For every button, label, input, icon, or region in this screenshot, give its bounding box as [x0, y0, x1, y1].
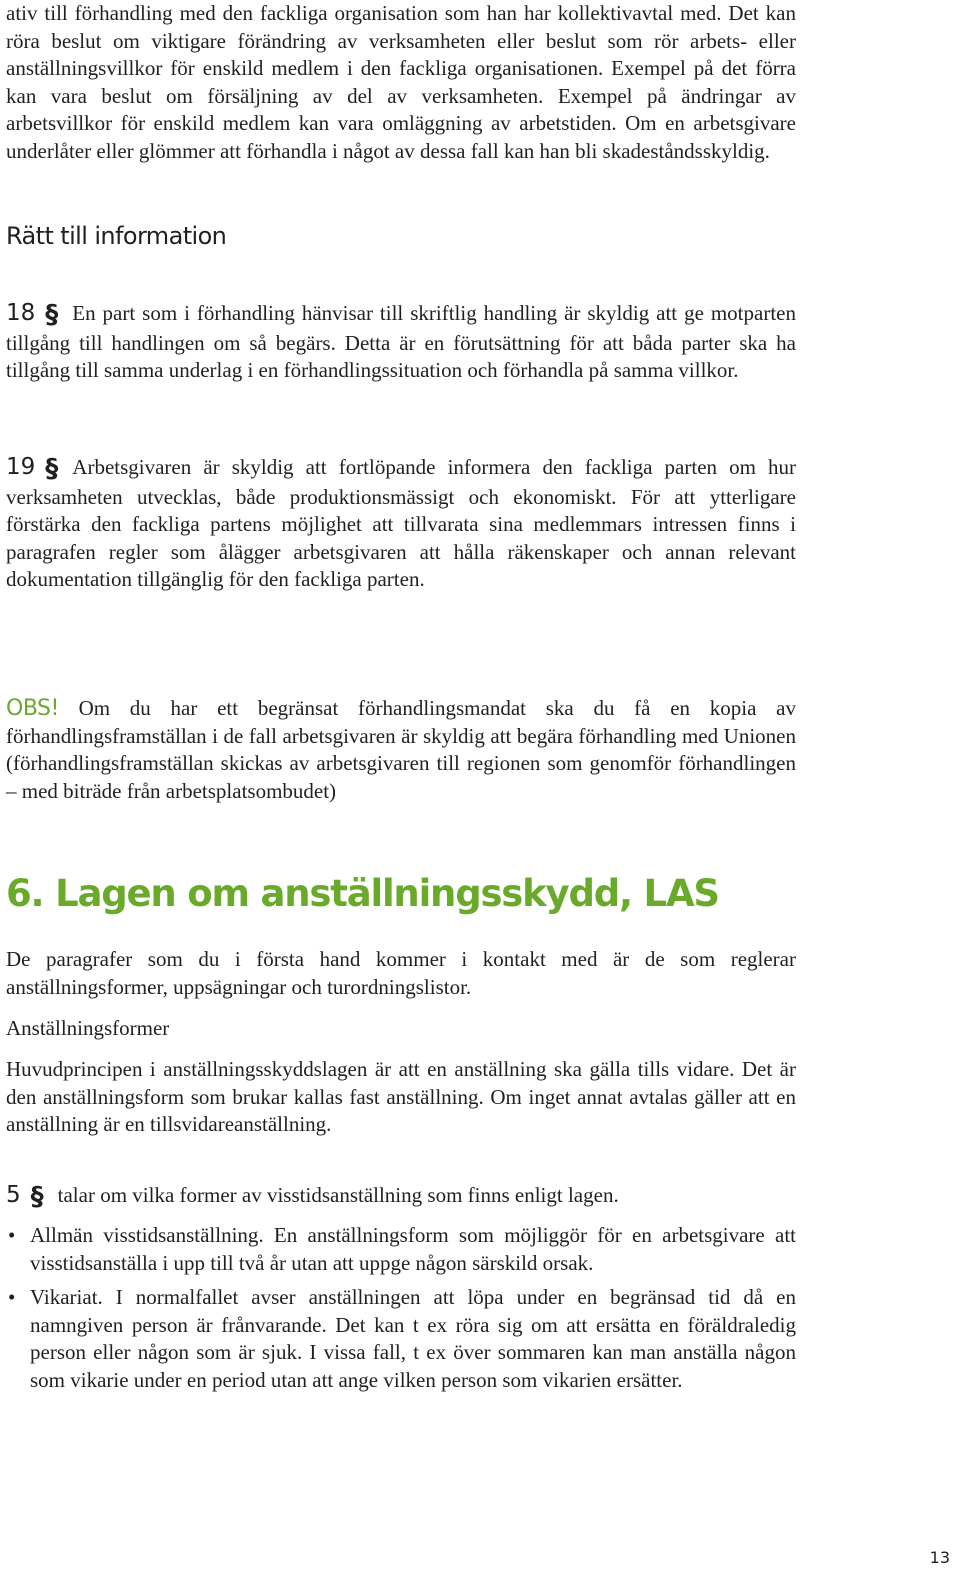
paragraph-text: En part som i förhandling hänvisar till skriftlig handling är skyldig att ge motparten tillgång till handlingen om så begärs. Detta är en förutsättning för att båda parter ska ha tillgång till samma underlag i en förhandlingssituation och förhandla på samma villkor. [6, 301, 796, 382]
section-sign-icon: § [45, 454, 59, 484]
paragraph-text: Arbetsgivaren är skyldig att fortlöpande informera den fackliga parten om hur verksamheten utvecklas, både produktionsmässigt och ekonomiskt. För att ytterligare förstärka den fackliga partens möjlighet att tillvarata sina medlemmars intressen finns i paragrafen regler som ålägger arbetsgivaren att hålla räkenskaper och annan relevant dokumentation tillgänglig för den fackliga parten. [6, 455, 796, 591]
section-sign-icon: § [45, 300, 59, 330]
list-item-text: Allmän visstidsanställning. En anställningsform som möjliggör för en arbetsgivare att visstidsanställa i upp till två år utan att uppge någon särskild orsak. [30, 1223, 796, 1275]
bullet-icon: • [8, 1223, 16, 1247]
section-heading-ratt-till-information: Rätt till information [6, 222, 227, 250]
paragraph-18 [6, 300, 796, 385]
section-sign-icon: § [30, 1182, 44, 1212]
list-item [6, 1284, 796, 1394]
paragraph-number: 19 [6, 454, 36, 480]
paragraph-number: 18 [6, 300, 36, 326]
paragraph-number: 5 [6, 1182, 21, 1208]
paragraph-19 [6, 454, 796, 594]
employment-forms-list [6, 1222, 796, 1401]
chapter-heading: 6. Lagen om anställningsskydd, LAS [6, 872, 719, 915]
obs-label: OBS! [6, 696, 59, 721]
intro-paragraph: ativ till förhandling med den fackliga organisation som han har kollektivavtal med. Det kan röra beslut om viktigare förändring av verksamheten eller beslut som rör arbets- eller anställningsvillkor för enskild medlem i den fackliga organisationen. Exempel på det förra kan vara beslut om försäljning av del av verksamheten. Exempel på ändringar av arbetsvillkor för enskild medlem kan vara omläggning av arbetstiden. Om en arbetsgivare underlåter eller glömmer att förhandla i något av dessa fall kan han bli skadeståndsskyldig. [6, 1, 796, 163]
page-number: 13 [929, 1548, 950, 1567]
bullet-icon: • [8, 1285, 16, 1309]
subsection-label: Anställningsformer [6, 1016, 170, 1040]
chapter-intro: De paragrafer som du i första hand kommer i kontakt med är de som reglerar anställningsformer, uppsägningar och turordningslistor. [6, 947, 796, 999]
principle-paragraph: Huvudprincipen i anställningsskyddslagen är att en anställning ska gälla tills vidare. Det är den anställningsform som brukar kallas fast anställning. Om inget annat avtalas gäller att en anställning är en tillsvidareanställning. [6, 1057, 796, 1136]
paragraph-5 [6, 1182, 796, 1212]
obs-text: Om du har ett begränsat förhandlingsmandat ska du få en kopia av förhandlingsframställan i de fall arbetsgivaren är skyldig att begära förhandling med Unionen (förhandlingsframställan skickas av arbetsgivaren till regionen som genomför förhandlingen – med biträde från arbetsplatsombudet) [6, 696, 796, 803]
obs-note [6, 695, 796, 805]
paragraph-text: talar om vilka former av visstidsanställning som finns enligt lagen. [57, 1183, 619, 1207]
list-item [6, 1222, 796, 1277]
list-item-text: Vikariat. I normalfallet avser anställningen att löpa under en begränsad tid då en namngiven person är frånvarande. Det kan t ex röra sig om att ersätta en föräldraledig person eller någon som är sjuk. I vissa fall, t ex över sommaren kan man anställa någon som vikarie under en period utan att ange vilken person som vikarien ersätter. [30, 1285, 796, 1392]
